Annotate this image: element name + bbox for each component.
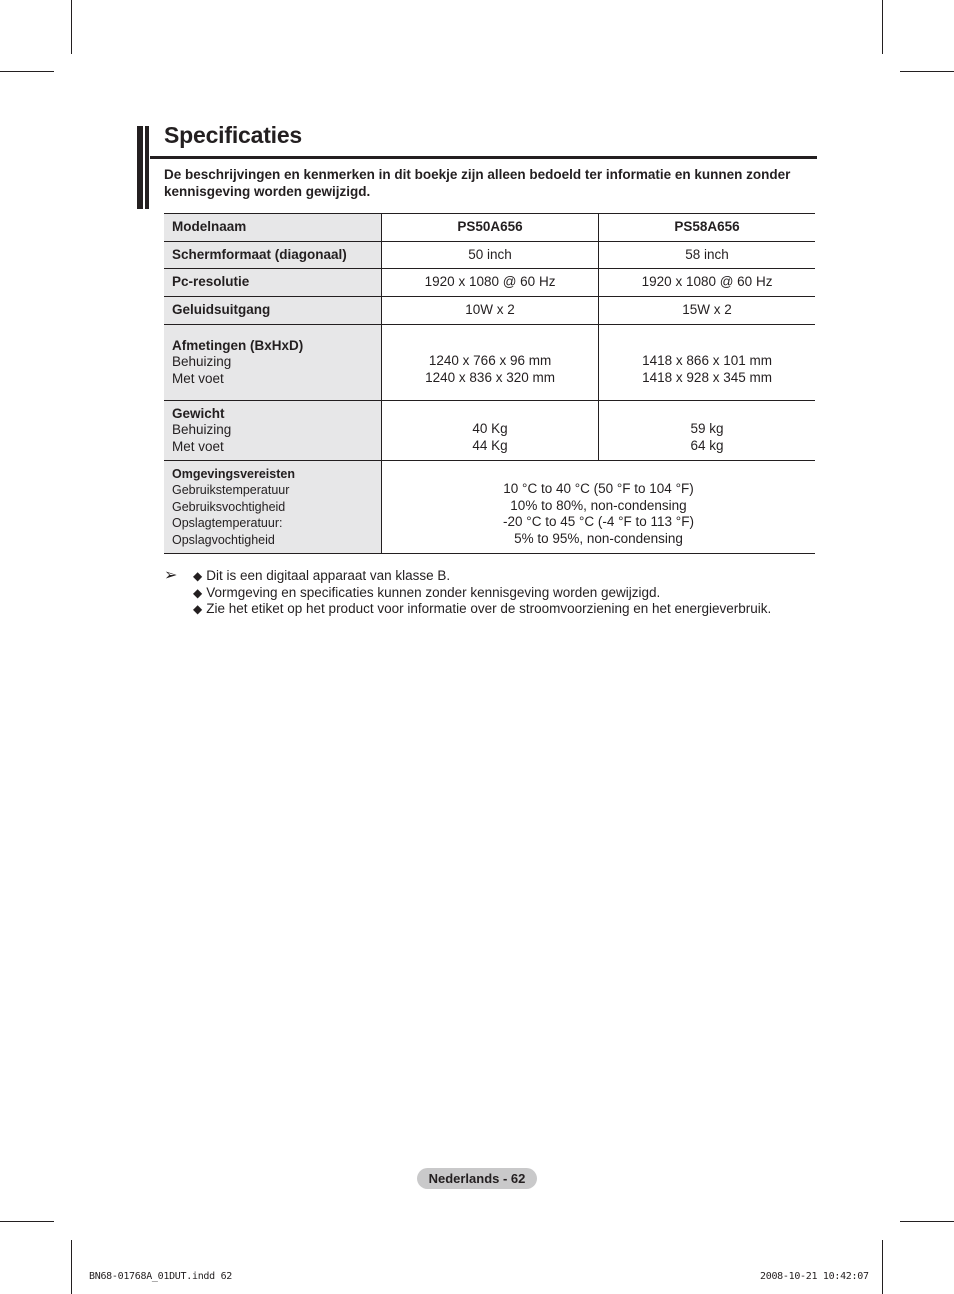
crop-mark [900,71,954,72]
model-name-label: Modelnaam [164,214,382,242]
diamond-icon: ◆ [193,585,203,600]
row-label: Gewicht [172,405,225,421]
table-row [164,297,815,325]
crop-mark [900,1221,954,1222]
sub-label: Opslagtemperatuur: [172,516,283,531]
title-rule [150,156,817,159]
sub-label: Gebruiksvochtigheid [172,499,286,514]
cell-value: 10 °C to 40 °C (50 °F to 104 °F) [503,481,694,496]
cell-value: 58 inch [599,242,815,269]
sub-label: Met voet [172,370,224,386]
model-name-2: PS58A656 [599,214,815,242]
list-item [193,601,833,618]
cell-value: 10W x 2 [382,297,599,325]
cell-value: 44 Kg [472,437,508,453]
table-row-environment [164,461,815,554]
row-label: Geluidsuitgang [172,302,271,318]
print-slug-date: 2008-10-21 10:42:07 [760,1271,869,1282]
sub-label: Opslagvochtigheid [172,532,275,547]
row-label: Schermformaat (diagonaal) [172,246,347,262]
print-slug-file: BN68-01768A_01DUT.indd 62 [89,1271,233,1282]
notes-list [193,568,833,618]
sub-label: Met voet [172,438,224,454]
intro-text: De beschrijvingen en kenmerken in dit boekje zijn alleen bedoeld ter informatie en kunnen zonder kennisgeving worden gewijzigd. [164,167,791,199]
cell-value: 10% to 80%, non-condensing [510,497,687,513]
sub-label: Gebruikstemperatuur [172,483,290,498]
diamond-icon: ◆ [193,602,203,616]
page-title: Specificaties [164,122,303,148]
table-header-row [164,214,815,242]
note-text: Vormgeving en specificaties kunnen zonder kennisgeving worden gewijzigd. [206,584,661,600]
cell-value: 1920 x 1080 @ 60 Hz [599,269,815,297]
cell-value: 59 kg [690,421,724,436]
model-name-1: PS50A656 [382,214,599,242]
cell-value: -20 °C to 45 °C (-4 °F to 113 °F) [503,514,694,529]
table-row-weight [164,401,815,461]
cell-value: 15W x 2 [599,297,815,325]
cell-value: 1418 x 928 x 345 mm [642,369,772,385]
sub-label: Behuizing [172,422,232,438]
cell-value: 50 inch [382,242,599,269]
cell-value: 1418 x 866 x 101 mm [642,353,772,368]
crop-mark [0,1221,54,1222]
cell-value: 1240 x 766 x 96 mm [428,353,552,368]
cell-value: 1920 x 1080 @ 60 Hz [382,269,599,297]
cell-value: 64 kg [690,437,724,453]
table-row [164,242,815,269]
sub-label: Behuizing [172,354,232,370]
crop-mark [71,0,72,54]
cell-value: 1240 x 836 x 320 mm [425,369,555,385]
note-text: Dit is een digitaal apparaat van klasse B. [206,568,451,583]
list-item [193,568,833,585]
table-row-dimensions [164,325,815,401]
diamond-icon: ◆ [193,569,203,583]
crop-mark [71,1240,72,1294]
row-label: Pc-resolutie [172,274,250,290]
crop-mark [882,0,883,54]
spec-table [164,213,815,554]
page-number-badge: Nederlands - 62 [417,1168,537,1189]
crop-mark [882,1240,883,1294]
row-label: Afmetingen (BxHxD) [172,337,304,353]
row-label: Omgevingsvereisten [172,466,295,481]
table-row [164,269,815,297]
list-item [193,585,833,602]
cell-value: 40 Kg [472,421,508,436]
arrow-icon: ➢ [164,567,178,584]
crop-mark [0,71,54,72]
note-text: Zie het etiket op het product voor informatie over de stroomvoorziening en het energieverbruik. [206,601,772,616]
cell-value: 5% to 95%, non-condensing [514,530,683,546]
